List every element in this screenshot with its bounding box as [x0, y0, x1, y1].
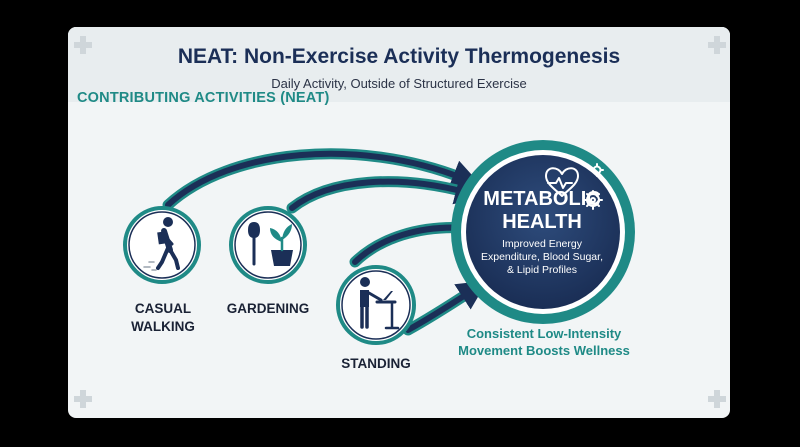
activity-label-standing: STANDING	[341, 356, 411, 371]
page-subtitle: Daily Activity, Outside of Structured Exercise	[271, 76, 527, 91]
standing-node	[338, 267, 414, 343]
label-line: WALKING	[131, 319, 195, 334]
casual-walking-node	[125, 208, 199, 282]
description-line: Expenditure, Blood Sugar,	[480, 251, 603, 263]
section-label: CONTRIBUTING ACTIVITIES (NEAT)	[77, 90, 330, 106]
label-line: CASUAL	[134, 301, 192, 316]
description-line: Improved Energy	[502, 238, 582, 250]
title-line: HEALTH	[502, 211, 582, 233]
activity-label-casual-walking	[122, 300, 204, 336]
title-line: METABOLIC	[483, 188, 601, 210]
activity-label-gardening: GARDENING	[226, 301, 310, 316]
footer-line: Movement Boosts Wellness	[458, 343, 630, 358]
gardening-node	[231, 208, 305, 282]
footer-line: Consistent Low-Intensity	[466, 326, 622, 341]
activity-arrows	[168, 154, 470, 330]
metabolic-health-description	[456, 238, 628, 277]
description-line: & Lipid Profiles	[506, 264, 578, 276]
metabolic-health-title	[442, 188, 642, 234]
page-title: NEAT: Non-Exercise Activity Thermogenesis	[177, 45, 621, 68]
footer-tagline	[444, 325, 644, 359]
